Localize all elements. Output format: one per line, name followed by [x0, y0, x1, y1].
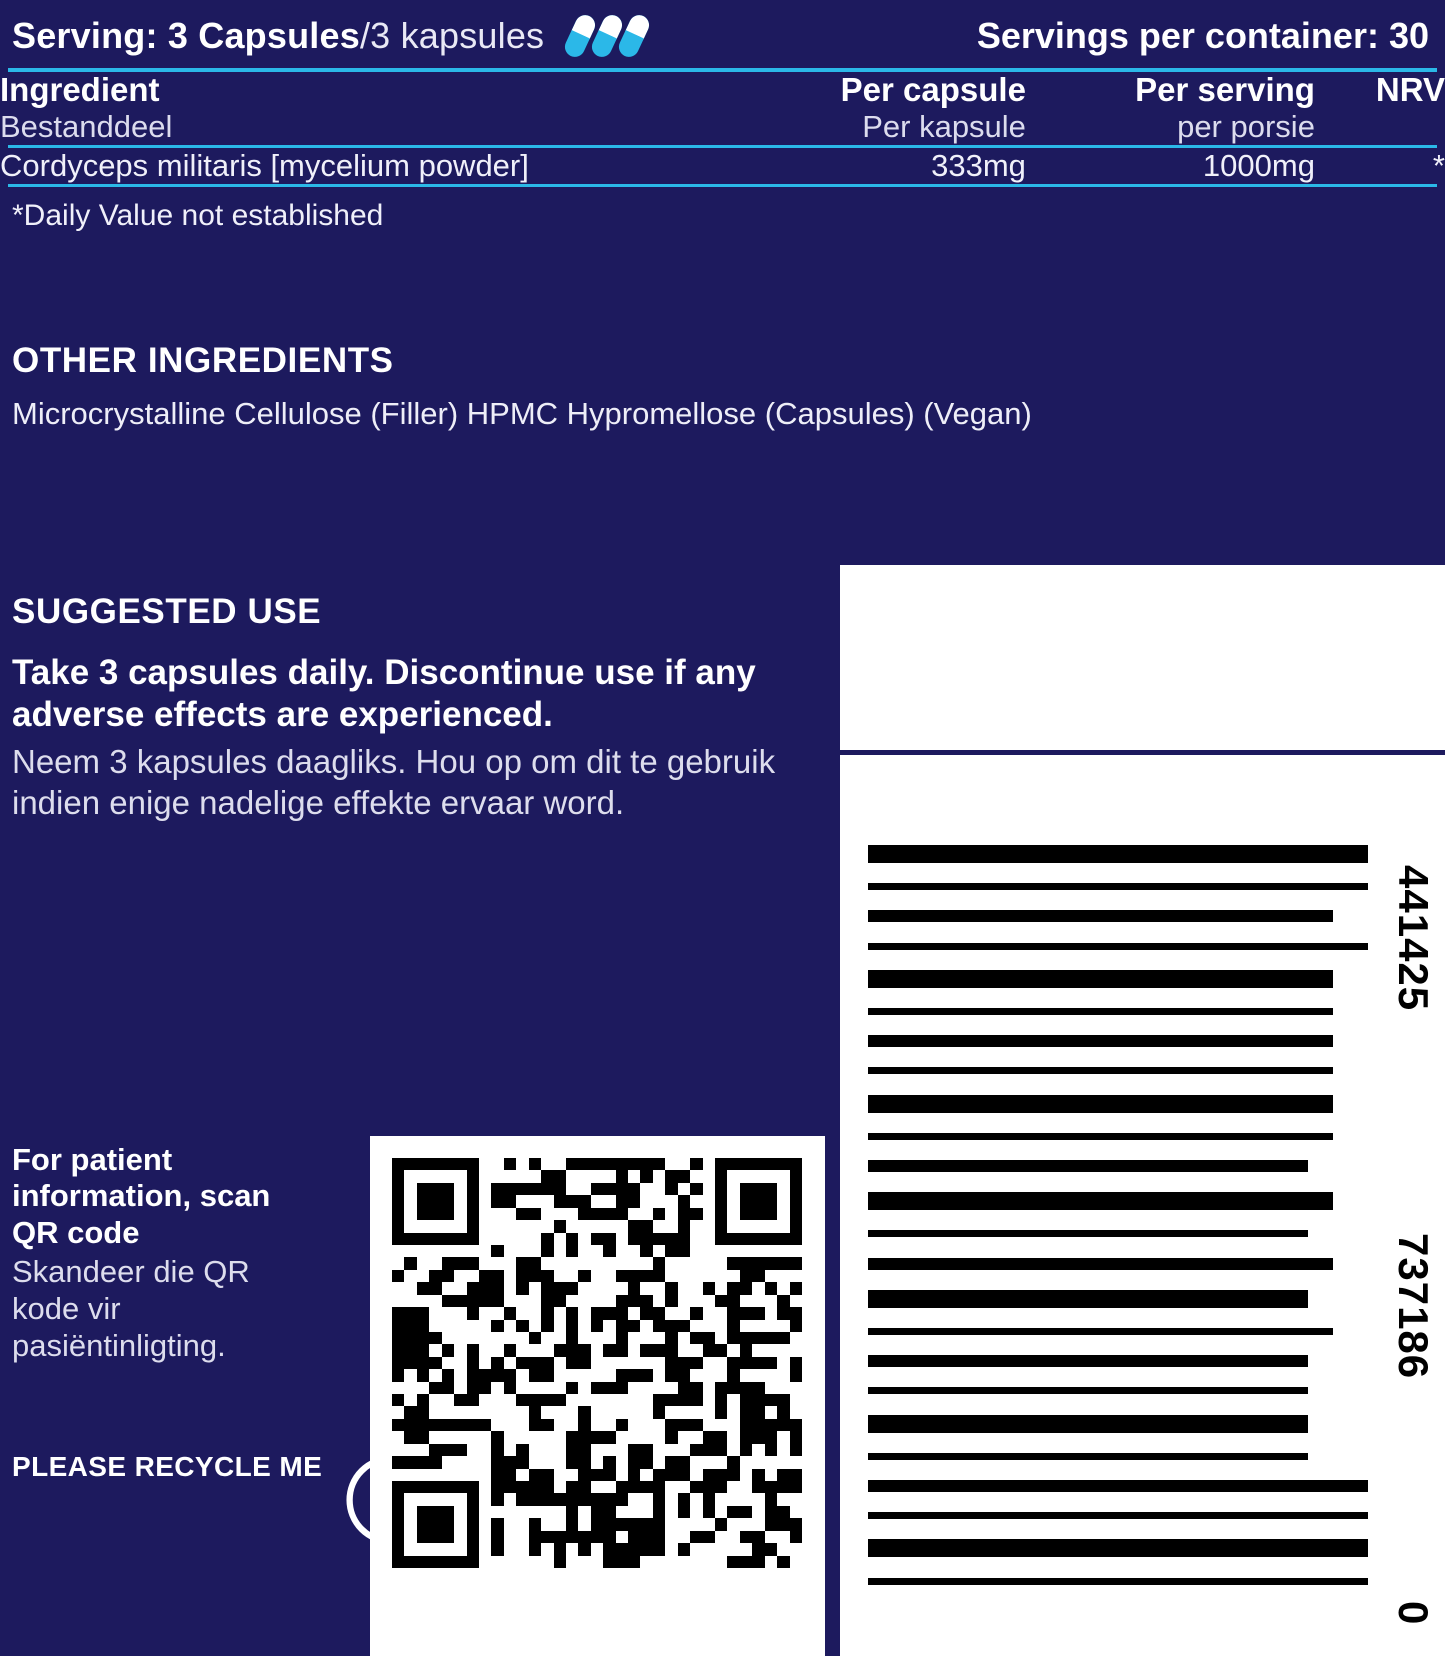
barcode-bar	[868, 970, 1333, 988]
barcode-digit-group: 737186	[1390, 1232, 1437, 1379]
recycle-label: PLEASE RECYCLE ME	[12, 1451, 323, 1482]
col-header-per-serving: Per serving per porsie	[1135, 71, 1315, 144]
other-ingredients-title: OTHER INGREDIENTS	[12, 340, 394, 380]
suggested-use-title: SUGGESTED USE	[12, 591, 322, 631]
barcode-bar	[868, 943, 1368, 950]
suggested-use-body-af: Neem 3 kapsules daagliks. Hou op om dit te gebruik indien enige nadelige effekte ervaar word.	[12, 743, 776, 822]
capsule-icon-group	[570, 14, 644, 58]
daily-value-footnote: *Daily Value not established	[12, 198, 384, 232]
barcode-bar	[868, 1095, 1333, 1113]
other-ingredients-body: Microcrystalline Cellulose (Filler) HPMC Hypromellose (Capsules) (Vegan)	[12, 395, 1032, 431]
patient-info-text-en: For patient information, scan QR code	[12, 1142, 271, 1250]
qr-code[interactable]	[370, 1136, 825, 1656]
qr-code-matrix	[392, 1158, 802, 1568]
barcode-bar	[868, 883, 1368, 890]
barcode-bar	[868, 910, 1333, 922]
cell-nrv: *	[1432, 147, 1445, 183]
barcode-digit-group: 0	[1390, 1600, 1437, 1625]
table-header-row	[0, 72, 1445, 145]
cell-per-capsule: 333mg	[931, 147, 1026, 183]
barcode-panel-divider	[840, 750, 1445, 755]
barcode-bar	[868, 1008, 1333, 1015]
serving-size	[12, 14, 644, 58]
cell-ingredient: Cordyceps militaris [mycelium powder]	[0, 147, 529, 183]
barcode-bar	[868, 845, 1368, 863]
capsule-icon	[616, 12, 653, 60]
serving-size-label-af: /3 kapsules	[359, 15, 545, 56]
col-header-ingredient: Ingredient Bestanddeel	[0, 71, 173, 144]
barcode-bar	[868, 1067, 1333, 1074]
bottom-section	[0, 1136, 1445, 1656]
patient-info-block	[12, 1142, 312, 1364]
suggested-use-section	[0, 592, 814, 824]
serving-size-label-en: Serving: 3 Capsules	[12, 15, 360, 56]
other-ingredients-section	[0, 341, 1445, 432]
barcode-digit-group: 441425	[1390, 865, 1437, 1012]
barcode-bar	[868, 1035, 1333, 1047]
suggested-use-body-en: Take 3 capsules daily. Discontinue use if any adverse effects are experienced.	[12, 652, 756, 735]
supplement-facts-rows	[0, 148, 1445, 184]
supplement-facts-table	[0, 72, 1445, 145]
patient-info-text-af: Skandeer die QR kode vir pasiëntinligting.	[12, 1253, 250, 1364]
col-header-per-capsule: Per capsule Per kapsule	[840, 71, 1026, 144]
col-header-nrv: NRV	[1375, 71, 1445, 108]
table-row	[0, 148, 1445, 184]
serving-header	[0, 0, 1445, 68]
cell-per-serving: 1000mg	[1202, 147, 1315, 183]
servings-per-container: Servings per container: 30	[976, 15, 1429, 56]
